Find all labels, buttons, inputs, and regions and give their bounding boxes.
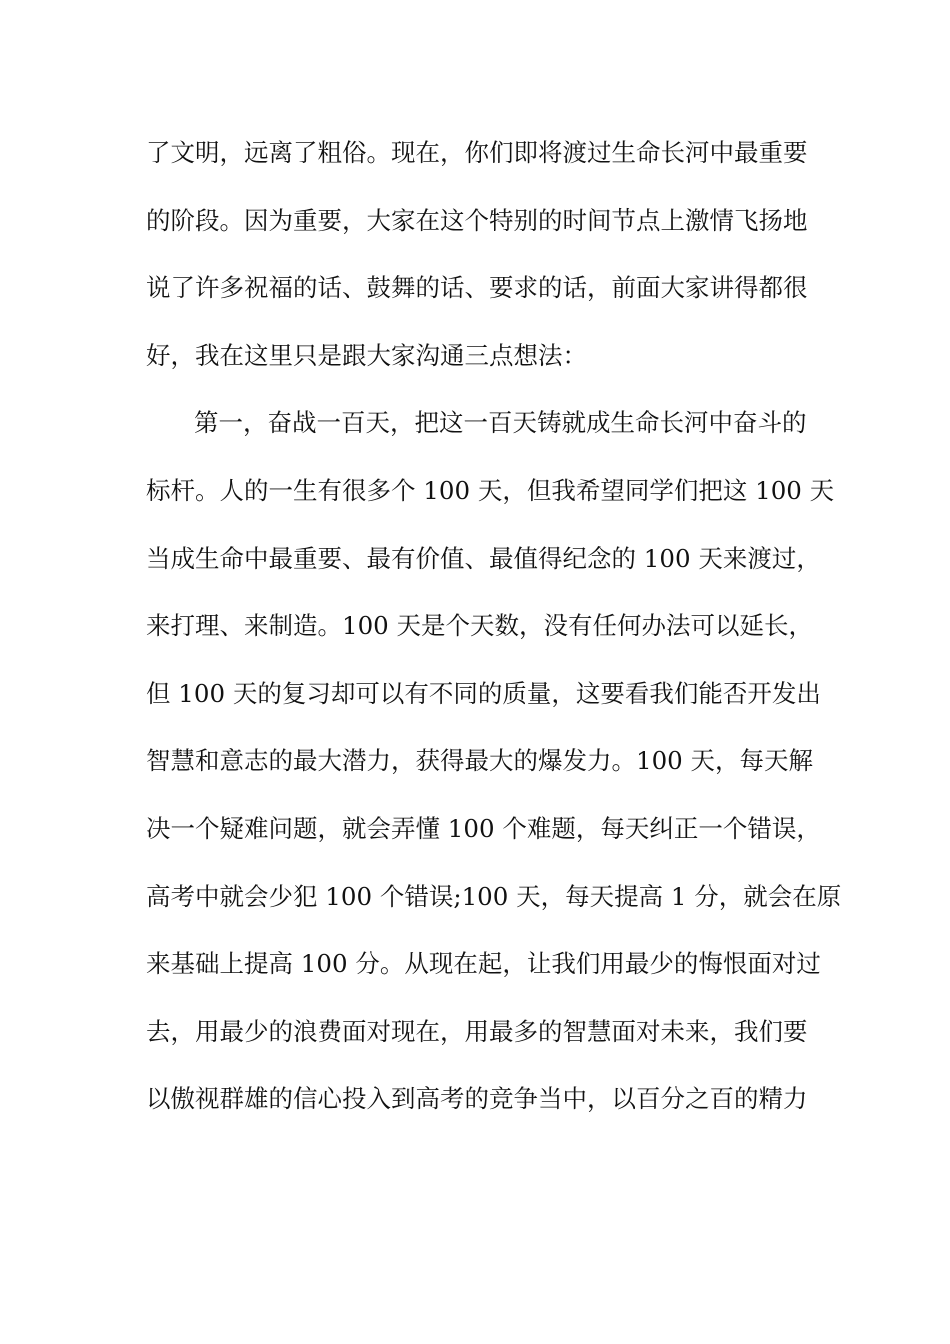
text-line: 好，我在这里只是跟大家沟通三点想法：: [146, 340, 587, 370]
text-line: 以傲视群雄的信心投入到高考的竞争当中，以百分之百的精力: [146, 1084, 808, 1114]
text-line: 来基础上提高 100 分。从现在起，让我们用最少的悔恨面对过: [146, 949, 821, 979]
text-line: 说了许多祝福的话、鼓舞的话、要求的话，前面大家讲得都很: [146, 273, 808, 303]
text-line: 来打理、来制造。100 天是个天数，没有任何办法可以延长，: [146, 611, 814, 641]
body-text: [146, 126, 842, 1140]
text-line: 标杆。人的一生有很多个 100 天，但我希望同学们把这 100 天: [146, 475, 835, 505]
text-line: 当成生命中最重要、最有价值、最值得纪念的 100 天来渡过，: [146, 543, 821, 573]
text-line: 的阶段。因为重要，大家在这个特别的时间节点上激情飞扬地: [146, 205, 808, 235]
paragraph-first-line: 第一，奋战一百天，把这一百天铸就成生命长河中奋斗的: [194, 408, 807, 438]
text-line: 高考中就会少犯 100 个错误;100 天，每天提高 1 分，就会在原: [146, 881, 842, 911]
text-line: 了文明，远离了粗俗。现在，你们即将渡过生命长河中最重要: [146, 138, 808, 167]
text-line: 智慧和意志的最大潜力，获得最大的爆发力。100 天，每天解: [146, 746, 814, 776]
text-line: 去，用最少的浪费面对现在，用最多的智慧面对未来，我们要: [146, 1016, 808, 1046]
text-line: 但 100 天的复习却可以有不同的质量，这要看我们能否开发出: [146, 678, 821, 708]
text-line: 决一个疑难问题，就会弄懂 100 个难题，每天纠正一个错误，: [146, 813, 821, 843]
